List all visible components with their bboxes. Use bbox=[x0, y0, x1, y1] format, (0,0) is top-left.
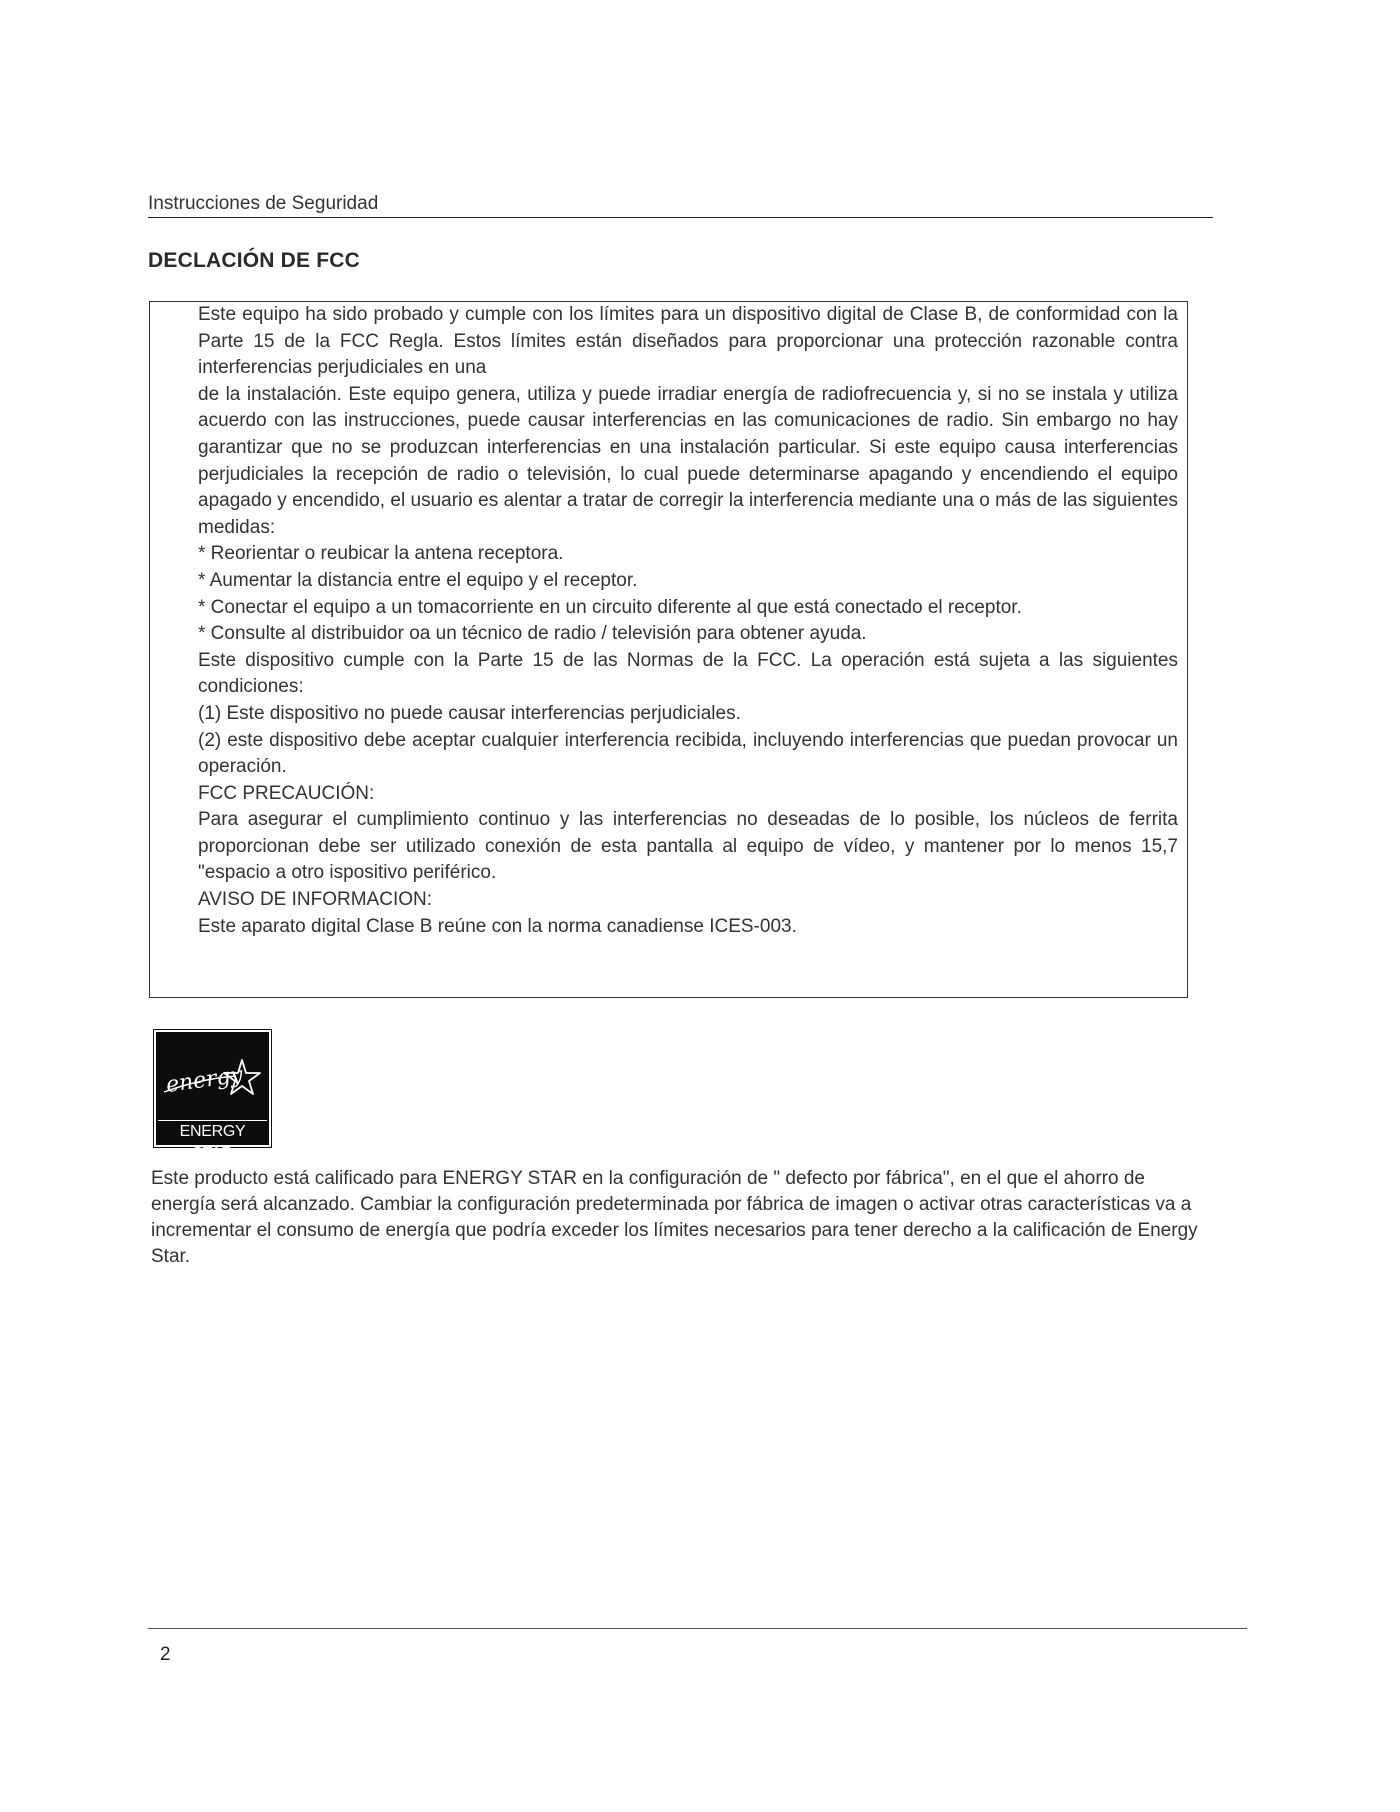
fcc-statement-text bbox=[198, 302, 1178, 940]
fcc-measure-item: * Consulte al distribuidor oa un técnico de radio / televisión para obtener ayuda. bbox=[198, 623, 867, 645]
fcc-paragraph: Para asegurar el cumplimiento continuo y las interferencias no deseadas de lo posible, los núcleos de ferrita proporcionan debe ser utilizado conexión de esta pantalla al equipo de vídeo, y mantener por lo menos 15,7 "espacio a otro ispositivo periférico. bbox=[198, 809, 1178, 884]
fcc-measure-item: * Reorientar o reubicar la antena receptora. bbox=[198, 543, 564, 565]
energy-star-description: Este producto está calificado para ENERGY STAR en la configuración de " defecto por fábrica", en el que el ahorro de energía será alcanzado. Cambiar la configuración predeterminada por fábrica de imagen o activar otras características va a incrementar el consumo de energía que podría exceder los límites necesarios para tener derecho a la calificación de Energy Star. bbox=[151, 1168, 1198, 1267]
fcc-paragraph: Este aparato digital Clase B reúne con la norma canadiense ICES-003. bbox=[198, 915, 797, 937]
fcc-measure-item: * Aumentar la distancia entre el equipo y el receptor. bbox=[198, 569, 638, 591]
fcc-measure-item: * Conectar el equipo a un tomacorriente en un circuito diferente al que está conectado el receptor. bbox=[198, 596, 1022, 618]
energy-star-logo-badge bbox=[156, 1032, 269, 1162]
energy-script: energy bbox=[164, 1062, 245, 1099]
fcc-condition-item: (2) este dispositivo debe aceptar cualquier interferencia recibida, incluyendo interferencias que puedan provocar un operación. bbox=[198, 729, 1178, 778]
fcc-paragraph: Este dispositivo cumple con la Parte 15 de las Normas de la FCC. La operación está sujeta a las siguientes condiciones: bbox=[198, 649, 1178, 698]
fcc-paragraph: Este equipo ha sido probado y cumple con los límites para un dispositivo digital de Clase B, de conformidad con la Parte 15 de la FCC Regla. Estos límites están diseñados para proporcionar una protección razonable contra interferencias perjudiciales en una bbox=[198, 304, 1178, 379]
section-header: Instrucciones de Seguridad bbox=[148, 193, 1213, 218]
fcc-statement-box bbox=[149, 301, 1188, 998]
page-title: DECLACIÓN DE FCC bbox=[148, 249, 361, 272]
footer-divider bbox=[148, 1628, 1247, 1629]
energy-star-label: ENERGY STAR bbox=[158, 1120, 267, 1143]
fcc-paragraph: de la instalación. Este equipo genera, utiliza y puede irradiar energía de radiofrecuencia y, si no se instala y utiliza acuerdo con las instrucciones, puede causar interferencias en las comunicaciones de radio. Sin embargo no hay garantizar que no se produzcan interferencias en una instalación particular. Si este equipo causa interferencias perjudiciales la recepción de radio o televisión, lo cual puede determinarse apagando y encendiendo el equipo apagado y encendido, el usuario es alentar a tratar de corregir la interferencia mediante una o más de las siguientes medidas: bbox=[198, 383, 1178, 538]
energy-star-icon bbox=[156, 1032, 267, 1116]
energy-star-logo bbox=[153, 1029, 272, 1162]
fcc-notice-heading: AVISO DE INFORMACION: bbox=[198, 889, 433, 911]
page-number: 2 bbox=[160, 1644, 171, 1665]
fcc-caution-heading: FCC PRECAUCIÓN: bbox=[198, 782, 375, 804]
fcc-condition-item: (1) Este dispositivo no puede causar interferencias perjudiciales. bbox=[198, 702, 741, 724]
